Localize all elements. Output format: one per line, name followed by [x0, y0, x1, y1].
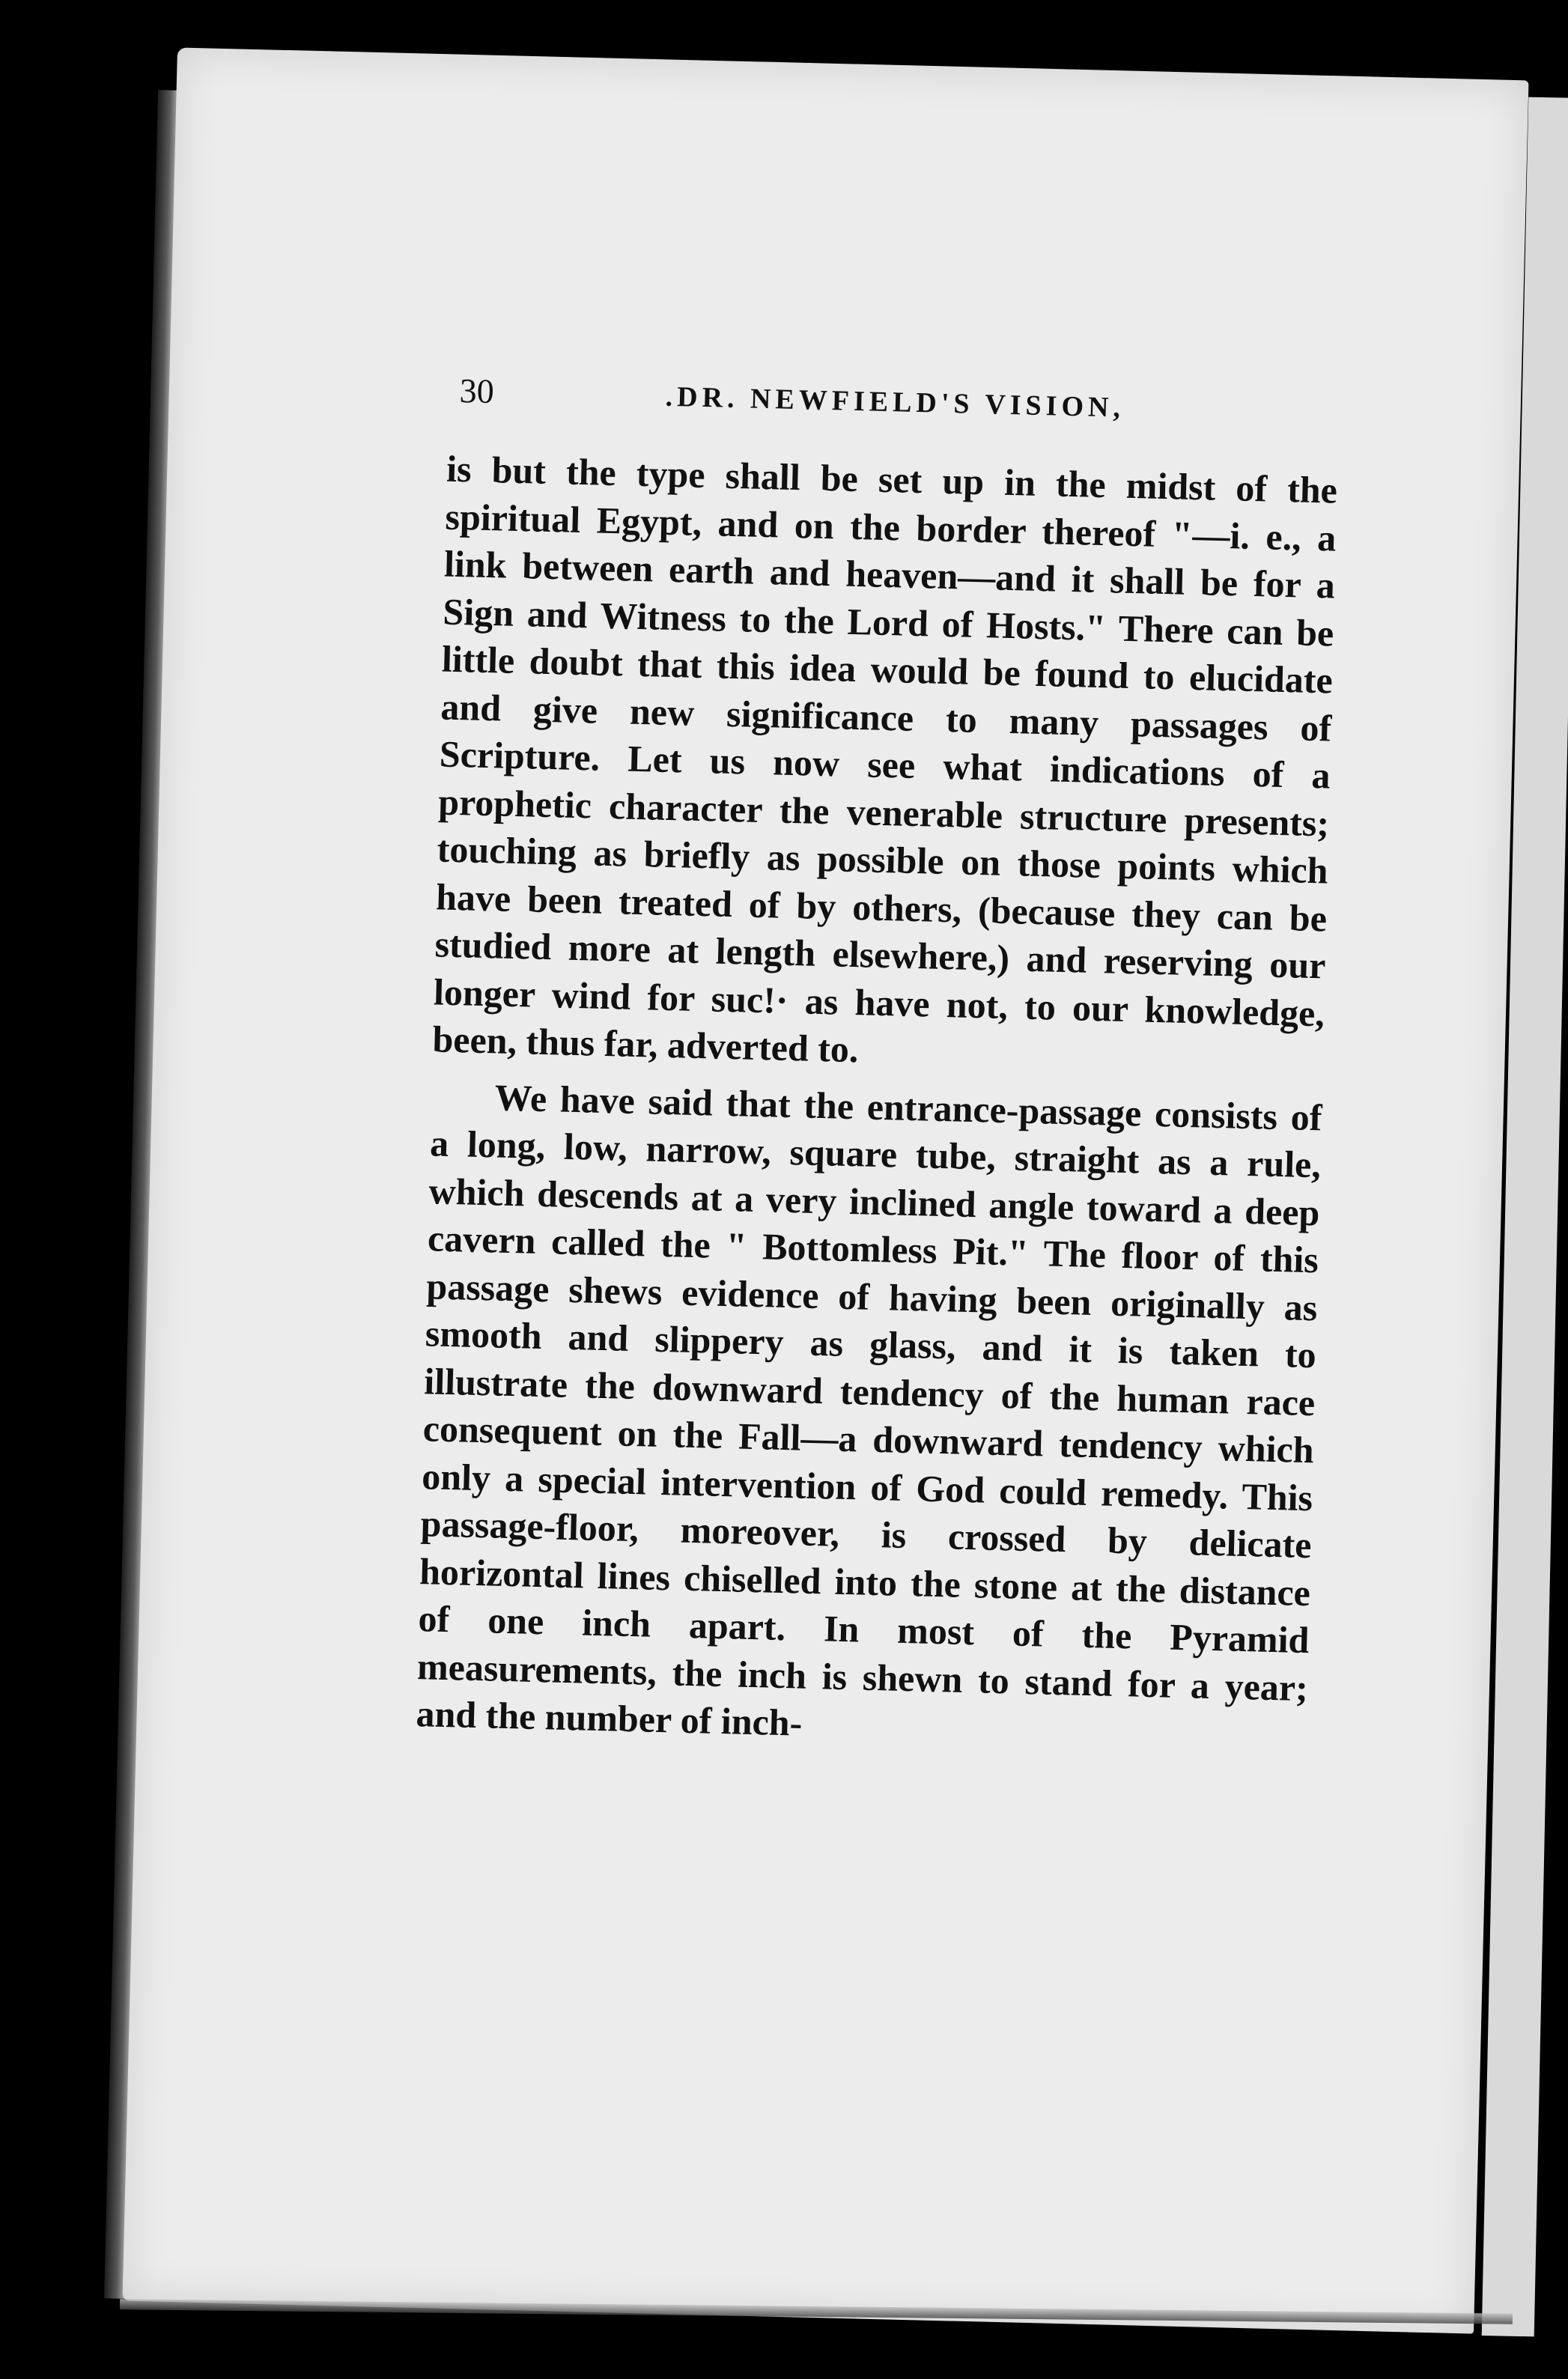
body-text	[416, 446, 1338, 1760]
page-content	[273, 352, 1355, 1760]
paragraph: We have said that the entrance-passage consists of a long, low, narrow, square tube, straight as a rule, which descends at a very inclined angle toward a deep cavern called the " Bottomless Pit." The floor of this passage shews evidence of having been originally as smooth and slippery as glass, and it is taken to illustrate the downward tendency of the human race consequent on the Fall—a downward tendency which only a special intervention of God could remedy. This passage-floor, moreover, is crossed by delicate horizontal lines chiselled into the stone at the distance of one inch apart. In most of the Pyramid measurements, the inch is shewn to stand for a year; and the number of inch-	[415, 1075, 1323, 1744]
page-number: 30	[459, 371, 495, 411]
paragraph: is but the type shall be set up in the midst of the spiritual Egypt, and on the border thereof "—i. e., a link between earth and heaven—and it shall be for a Sign and Witness to the Lord of Hosts." There can be little doubt that this idea would be found to elucidate and give new significance to many passages of Scripture. Let us now see what indications of a prophetic character the venerable structure presents; touching as briefly as possible on those points which have been treated of by others, (because they can be studied more at length elsewhere,) and reserving our longer wind for suc!· as have not, to our knowledge, been, thus far, adverted to.	[431, 447, 1338, 1071]
running-title: .DR. NEWFIELD'S VISION,	[665, 380, 1125, 424]
